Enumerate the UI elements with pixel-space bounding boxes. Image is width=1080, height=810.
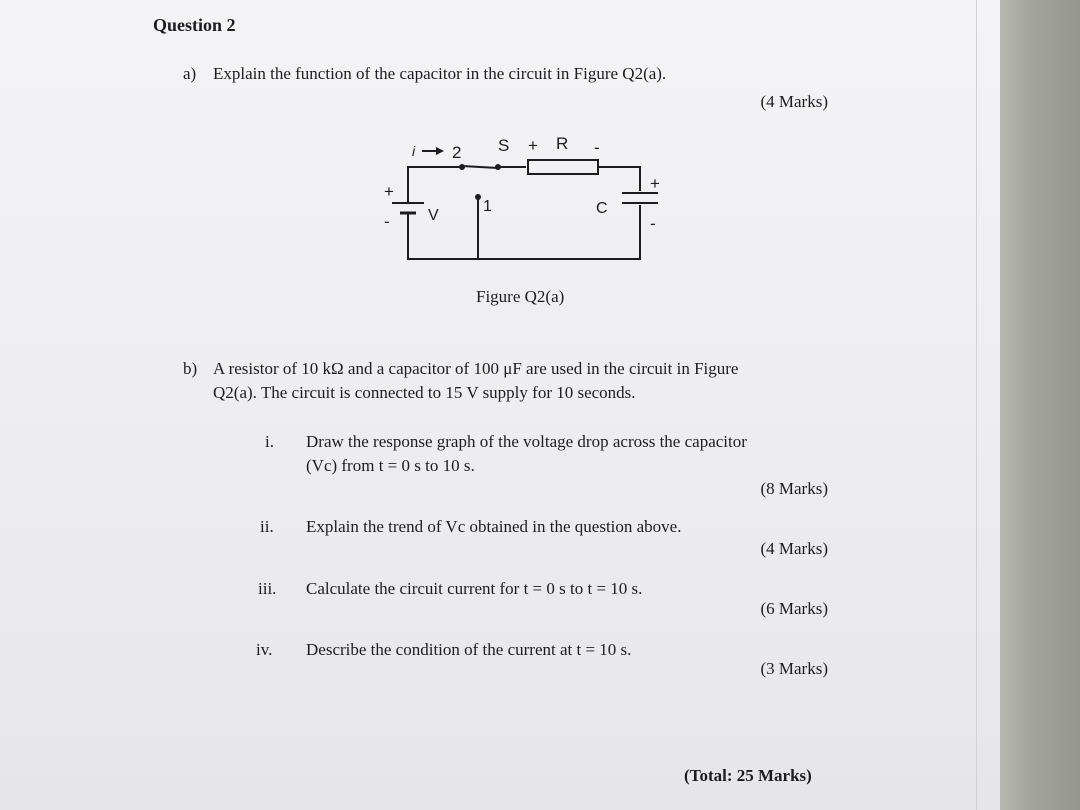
subquestion-ii-marks: (4 Marks) [760,539,828,558]
subquestion-iv-text: Describe the condition of the current at t = 10 s. [306,640,632,659]
resistor-symbol [528,160,598,174]
subquestion-i-marks: (8 Marks) [760,479,828,498]
switch-position-2-label: 2 [452,143,462,162]
part-b-line-2: Q2(a). The circuit is connected to 15 V supply for 10 seconds. [213,383,636,402]
resistor-label: R [556,134,569,153]
subquestion-iii-text: Calculate the circuit current for t = 0 s to t = 10 s. [306,579,643,598]
current-label: i [412,143,416,159]
part-b-line-1: A resistor of 10 kΩ and a capacitor of 100 μF are used in the circuit in Figure [213,359,739,378]
switch-position-1-label: 1 [483,198,492,215]
capacitor-plus-label: + [650,174,660,193]
part-a-marks: (4 Marks) [760,92,828,111]
source-minus-label: - [384,212,390,231]
switch-pivot [495,164,501,170]
wire-top-left [408,167,462,183]
switch-terminal-1 [475,194,481,200]
subquestion-i-line-1: Draw the response graph of the voltage drop across the capacitor [306,432,747,451]
figure-caption: Figure Q2(a) [476,287,565,306]
wire-top-right [598,167,640,191]
background-surface [1000,0,1080,810]
switch-terminal-2 [459,164,465,170]
switch-blade [462,166,498,168]
total-marks: (Total: 25 Marks) [684,766,812,785]
subquestion-ii-number: ii. [260,517,274,536]
resistor-minus-label: - [594,138,600,157]
subquestion-iii-number: iii. [258,579,277,598]
part-a-text: Explain the function of the capacitor in the circuit in Figure Q2(a). [213,64,667,83]
subquestion-ii-text: Explain the trend of Vc obtained in the question above. [306,517,682,536]
resistor-plus-label: + [528,136,538,155]
source-label: V [428,207,439,224]
capacitor-minus-label: - [650,214,656,233]
subquestion-iii-marks: (6 Marks) [760,599,828,618]
page-edge-line [976,0,977,810]
question-title: Question 2 [153,15,236,35]
capacitor-label: C [596,200,608,217]
circuit-diagram [370,125,680,275]
part-b-label: b) [183,359,198,378]
subquestion-iv-number: iv. [256,640,273,659]
switch-label: S [498,136,510,155]
subquestion-iv-marks: (3 Marks) [760,659,828,678]
subquestion-i-number: i. [265,432,274,451]
source-plus-label: + [384,182,394,201]
subquestion-i-line-2: (Vc) from t = 0 s to 10 s. [306,456,475,475]
part-a-label: a) [183,64,197,83]
current-arrow-head [436,147,444,155]
